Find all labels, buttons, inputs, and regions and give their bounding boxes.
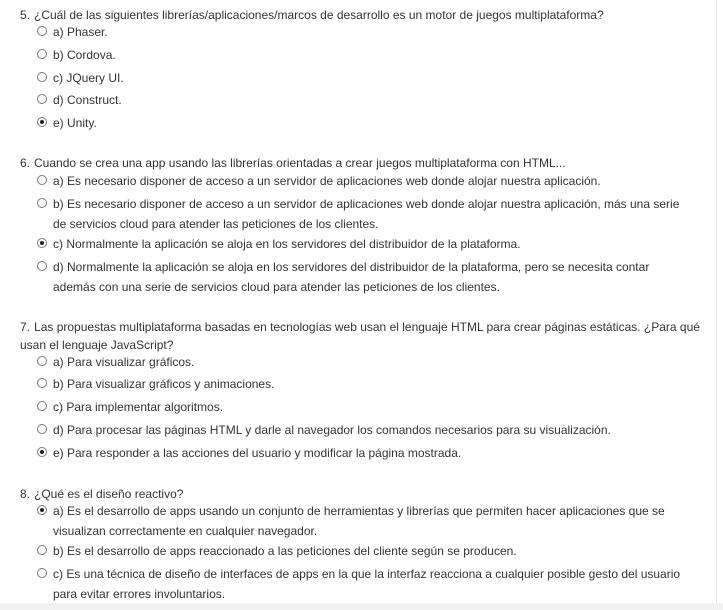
question-7-text-row	[20, 318, 700, 354]
radio-unchecked-icon[interactable]	[37, 175, 47, 185]
question-number: 7.	[20, 320, 31, 334]
radio-unchecked-icon[interactable]	[37, 49, 47, 59]
question-number: 6.	[20, 156, 31, 170]
option-6c[interactable]	[37, 234, 687, 254]
radio-checked-icon[interactable]	[37, 238, 47, 248]
option-8b[interactable]	[37, 541, 687, 561]
option-5b[interactable]	[37, 45, 687, 65]
question-8	[20, 485, 700, 601]
radio-unchecked-icon[interactable]	[37, 94, 47, 104]
page-scroll-edge	[716, 0, 717, 604]
option-6a[interactable]	[37, 171, 687, 191]
option-label: e) Unity.	[53, 116, 97, 130]
radio-checked-icon[interactable]	[37, 505, 47, 515]
question-text: ¿Cuál de las siguientes librerías/aplicaciones/marcos de desarrollo es un motor de juegos multiplataforma?	[34, 8, 604, 22]
option-7c[interactable]	[37, 397, 687, 417]
question-5	[20, 6, 700, 130]
option-7d[interactable]	[37, 420, 687, 440]
option-label: a) Phaser.	[53, 25, 108, 39]
option-8c[interactable]	[37, 564, 687, 604]
option-label: c) Es una técnica de diseño de interfaces de apps en la que la interfaz reacciona a cualquier posible gesto del usuario para evitar errores involuntarios.	[53, 567, 681, 601]
question-7	[20, 318, 700, 460]
question-number: 5.	[20, 8, 31, 22]
question-6-text-row	[20, 154, 700, 172]
option-label: c) JQuery UI.	[53, 71, 124, 85]
option-7e[interactable]	[37, 443, 687, 463]
option-5d[interactable]	[37, 90, 687, 110]
option-label: b) Es necesario disponer de acceso a un servidor de aplicaciones web donde alojar nuestra aplicación, más una serie de servicios cloud para atender las peticiones de los clientes.	[53, 197, 680, 231]
radio-unchecked-icon[interactable]	[37, 568, 47, 578]
question-number: 8.	[20, 487, 31, 501]
radio-unchecked-icon[interactable]	[37, 401, 47, 411]
question-text: ¿Qué es el diseño reactivo?	[34, 487, 184, 501]
option-label: a) Para visualizar gráficos.	[53, 355, 195, 369]
option-7b[interactable]	[37, 374, 687, 394]
option-6d[interactable]	[37, 257, 687, 297]
question-text: Las propuestas multiplataforma basadas en tecnologías web usan el lenguaje HTML para crear páginas estáticas. ¿Para qué usan el lenguaje JavaScript?	[20, 320, 700, 352]
radio-unchecked-icon[interactable]	[37, 261, 47, 271]
option-label: d) Para procesar las páginas HTML y darle al navegador los comandos necesarios para su visualización.	[53, 423, 611, 437]
option-label: e) Para responder a las acciones del usuario y modificar la página mostrada.	[53, 446, 462, 460]
option-label: a) Es el desarrollo de apps usando un conjunto de herramientas y librerías que permiten hacer aplicaciones que se visualizan correctamente en cualquier navegador.	[53, 504, 665, 538]
option-7a[interactable]	[37, 352, 687, 372]
option-label: b) Es el desarrollo de apps reaccionado a las peticiones del cliente según se producen.	[53, 544, 517, 558]
radio-unchecked-icon[interactable]	[37, 198, 47, 208]
radio-checked-icon[interactable]	[37, 117, 47, 127]
option-5e[interactable]	[37, 113, 687, 133]
option-8a[interactable]	[37, 501, 687, 541]
option-label: b) Cordova.	[53, 48, 116, 62]
option-5a[interactable]	[37, 22, 687, 42]
option-5c[interactable]	[37, 68, 687, 88]
radio-unchecked-icon[interactable]	[37, 72, 47, 82]
option-label: c) Normalmente la aplicación se aloja en los servidores del distribuidor de la plataforma.	[53, 237, 521, 251]
radio-unchecked-icon[interactable]	[37, 378, 47, 388]
radio-checked-icon[interactable]	[37, 447, 47, 457]
bottom-scroll-strip	[0, 603, 723, 610]
option-label: d) Construct.	[53, 93, 122, 107]
radio-unchecked-icon[interactable]	[37, 26, 47, 36]
option-6b[interactable]	[37, 194, 687, 234]
radio-unchecked-icon[interactable]	[37, 356, 47, 366]
option-label: d) Normalmente la aplicación se aloja en los servidores del distribuidor de la plataforma, pero se necesita contar además con una serie de servicios cloud para atender las peticiones de los clientes.	[53, 260, 650, 294]
option-label: c) Para implementar algoritmos.	[53, 400, 224, 414]
option-label: a) Es necesario disponer de acceso a un servidor de aplicaciones web donde alojar nuestra aplicación.	[53, 174, 601, 188]
radio-unchecked-icon[interactable]	[37, 545, 47, 555]
question-6	[20, 154, 700, 294]
question-text: Cuando se crea una app usando las librerías orientadas a crear juegos multiplataforma con HTML...	[34, 156, 566, 170]
option-label: b) Para visualizar gráficos y animaciones.	[53, 377, 275, 391]
radio-unchecked-icon[interactable]	[37, 424, 47, 434]
